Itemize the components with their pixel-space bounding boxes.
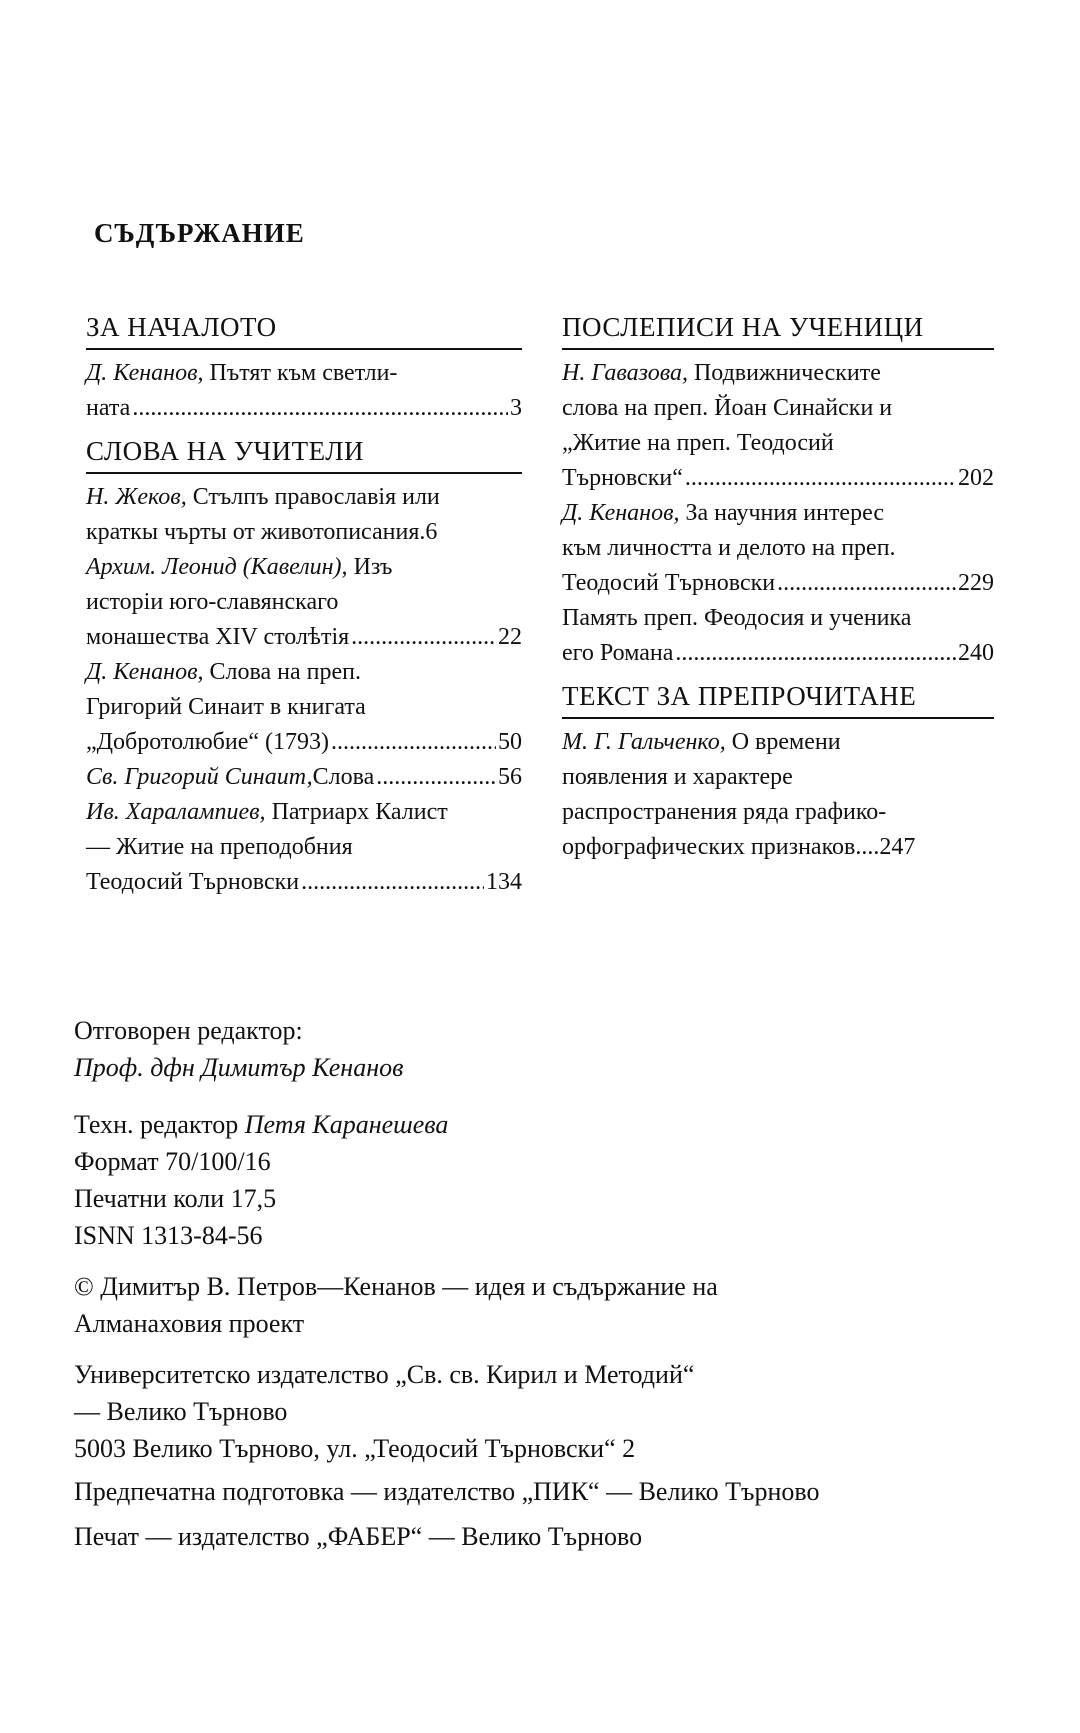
entry-dot: . <box>419 519 426 545</box>
format-line: Формат 70/100/16 <box>74 1147 271 1176</box>
toc-entry <box>562 601 994 671</box>
entry-title-line: За научния интерес <box>679 500 884 526</box>
entry-author: М. Г. Гальченко, <box>562 729 726 755</box>
dot-leader <box>301 865 484 900</box>
toc-entry <box>86 550 522 655</box>
entry-dots-short: .... <box>855 834 880 860</box>
entry-author: Св. Григорий Синаит, <box>86 764 313 790</box>
entry-title-line: Подвижническите <box>687 360 881 386</box>
toc-right-column <box>562 308 994 865</box>
entry-author: Д. Кенанов, <box>562 500 680 526</box>
entry-author: Архим. Леонид (Кавелин), <box>86 554 348 580</box>
page-number: 56 <box>498 764 522 790</box>
dot-leader <box>132 391 508 426</box>
entry-title-line: появления и характере <box>562 764 793 790</box>
publisher-line: — Велико Търново <box>74 1397 288 1426</box>
tech-block <box>74 1106 1034 1254</box>
page-number: 3 <box>510 395 522 421</box>
print-block <box>74 1473 1034 1555</box>
tech-name: Петя Каранешева <box>244 1110 449 1139</box>
toc-entry <box>562 725 994 865</box>
editor-label: Отговорен редактор: <box>74 1016 303 1045</box>
entry-title-line: Слова на преп. <box>203 659 361 685</box>
page-number: 22 <box>498 624 522 650</box>
entry-title-line: „Житие на преп. Теодосий <box>562 430 834 456</box>
entry-title-last: Теодосий Търновски <box>562 570 776 596</box>
toc-entry <box>86 356 522 426</box>
page-number: 247 <box>879 834 916 860</box>
dot-leader <box>351 620 496 655</box>
entry-title-line: Григорий Синаит в книгата <box>86 694 366 720</box>
page-number: 50 <box>498 729 522 755</box>
publisher-block <box>74 1356 1034 1467</box>
page-number: 6 <box>425 519 438 545</box>
entry-title-line: Изъ <box>347 554 393 580</box>
page-title: СЪДЪРЖАНИЕ <box>94 218 305 248</box>
entry-title-line: Патриарх Калист <box>265 799 448 825</box>
entry-title-last: Теодосий Търновски <box>86 869 300 895</box>
address-line: 5003 Велико Търново, ул. „Теодосий Търновски“ 2 <box>74 1434 636 1463</box>
toc-entry <box>86 795 522 900</box>
entry-author: Д. Кенанов, <box>86 659 204 685</box>
issn-line: ISNN 1313-84-56 <box>74 1221 263 1250</box>
dot-leader <box>376 760 496 795</box>
dot-leader <box>777 566 956 601</box>
toc-entry <box>562 356 994 496</box>
entry-author: Д. Кенанов, <box>86 360 204 386</box>
entry-title-line: Стълпъ православія или <box>186 484 440 510</box>
entry-title-line: — Житие на преподобния <box>86 834 353 860</box>
page-number: 134 <box>486 869 522 895</box>
sheets-line: Печатни коли 17,5 <box>74 1184 277 1213</box>
toc-entry <box>562 496 994 601</box>
entry-title-last: Търновски“ <box>562 465 683 491</box>
entry-title-last: ната <box>86 395 131 421</box>
page-number: 202 <box>958 465 994 491</box>
page-number: 229 <box>958 570 994 596</box>
dot-leader <box>685 461 956 496</box>
editor-name: Проф. дфн Димитър Кенанов <box>74 1053 404 1082</box>
entry-author: Н. Жеков, <box>86 484 187 510</box>
entry-title-line: исторіи юго-славянскаго <box>86 589 339 615</box>
copyright-line: Алманаховия проект <box>74 1309 305 1338</box>
page-number: 240 <box>958 640 994 666</box>
section-heading: ЗА НАЧАЛОТО <box>86 308 522 350</box>
toc-entry <box>86 760 522 795</box>
section-heading: ПОСЛЕПИСИ НА УЧЕНИЦИ <box>562 308 994 350</box>
entry-title-line: към личността и делото на преп. <box>562 535 896 561</box>
entry-title-last: Слова <box>312 764 375 790</box>
editor-block <box>74 1012 1034 1086</box>
tech-label: Техн. редактор <box>74 1110 245 1139</box>
toc-entry <box>86 480 522 550</box>
entry-title-last: орфографических признаков <box>562 834 856 860</box>
entry-author: Ив. Харалампиев, <box>86 799 266 825</box>
section-heading: СЛОВА НА УЧИТЕЛИ <box>86 432 522 474</box>
toc-left-column <box>86 308 522 900</box>
entry-title-line: Пътят към светли- <box>203 360 398 386</box>
entry-title-last: „Добротолюбие“ (1793) <box>86 729 330 755</box>
section-heading: ТЕКСТ ЗА ПРЕПРОЧИТАНЕ <box>562 677 994 719</box>
colophon <box>74 1012 1034 1569</box>
publisher-line: Университетско издателство „Св. св. Кирил и Методий“ <box>74 1360 695 1389</box>
entry-title-line: распространения ряда графико- <box>562 799 887 825</box>
dot-leader <box>675 636 956 671</box>
entry-title-line: слова на преп. Йоан Синайски и <box>562 395 893 421</box>
toc-entry <box>86 655 522 760</box>
copyright-block <box>74 1268 1034 1342</box>
dot-leader <box>331 725 496 760</box>
entry-title-last: монашества XIV столѣтія <box>86 624 350 650</box>
print-line: Печат — издателство „ФАБЕР“ — Велико Търново <box>74 1522 643 1551</box>
entry-title-last: его Романа <box>562 640 674 666</box>
entry-title-line: О времени <box>725 729 841 755</box>
entry-title-line: Память преп. Феодосия и ученика <box>562 605 912 631</box>
entry-author: Н. Гавазова, <box>562 360 688 386</box>
entry-title-last: краткы чърты от животописания <box>86 519 420 545</box>
prepress-line: Предпечатна подготовка — издателство „ПИК“ — Велико Търново <box>74 1477 820 1506</box>
copyright-line: © Димитър В. Петров—Кенанов — идея и съдържание на <box>74 1272 718 1301</box>
